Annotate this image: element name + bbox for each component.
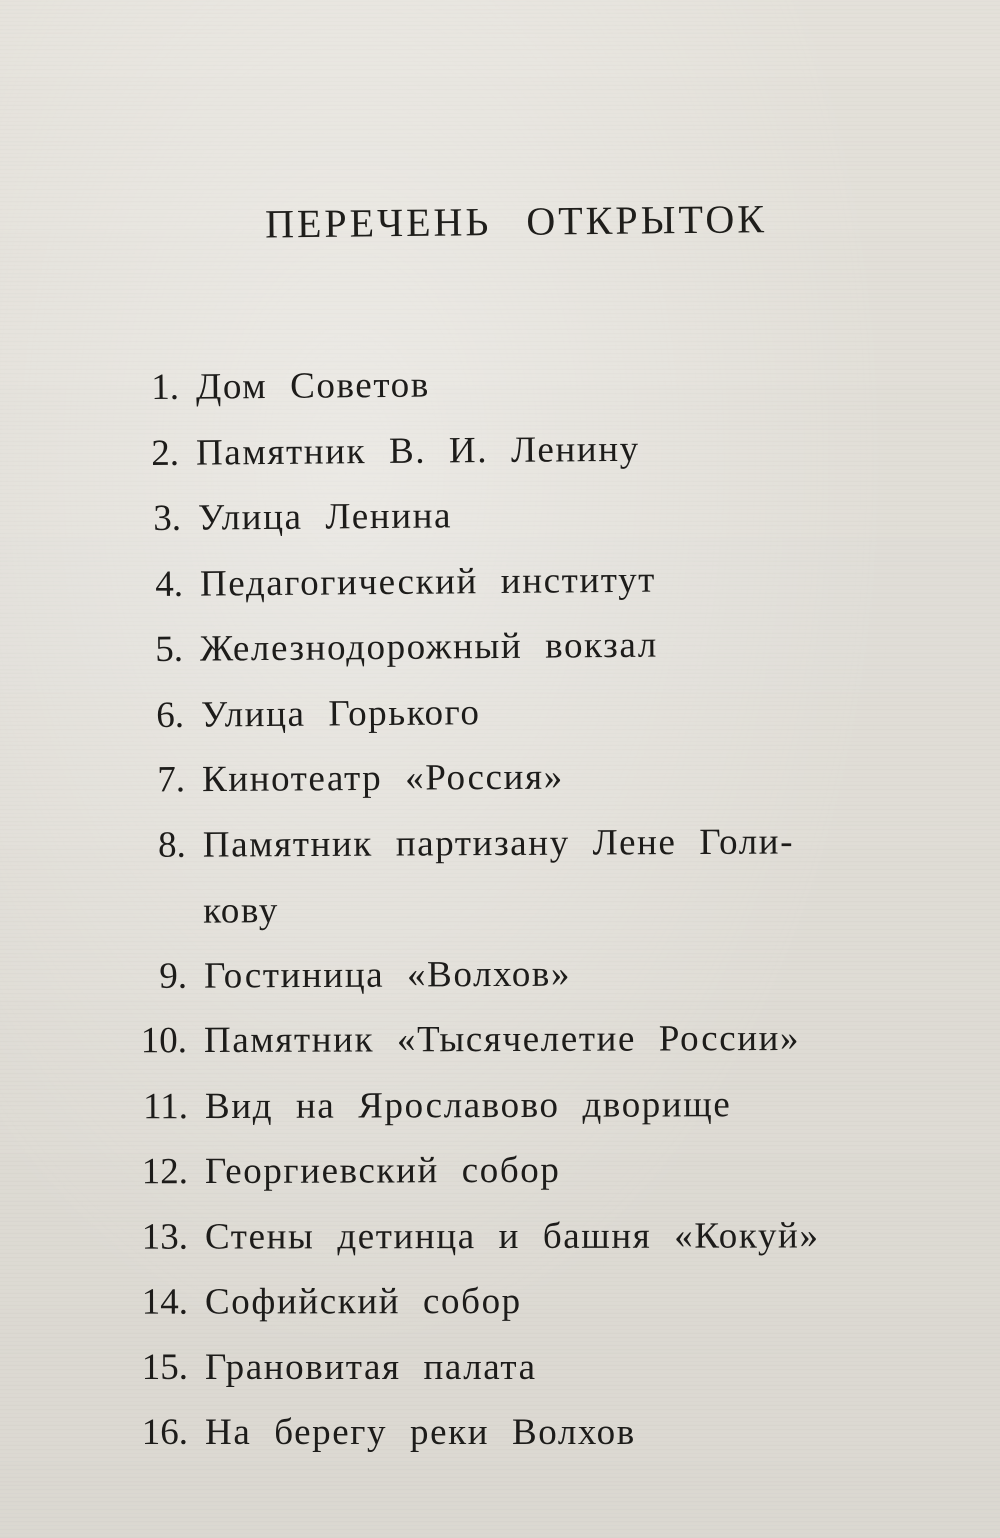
item-text: [203, 809, 795, 943]
list-item: [3, 808, 1000, 944]
item-number: 9.: [159, 955, 188, 997]
item-text: Памятник «Тысячелетие России»: [203, 1017, 801, 1062]
item-text: На берегу реки Волхов: [205, 1412, 636, 1453]
list-item: [5, 1136, 1000, 1205]
list-item: [4, 1005, 1000, 1074]
list-item: [0, 544, 1000, 618]
list-item: [5, 1071, 1000, 1140]
list-item: [0, 413, 996, 487]
item-number: 7.: [157, 759, 186, 801]
item-text: Дом Советов: [195, 364, 430, 408]
item-number: 13.: [141, 1216, 189, 1258]
list-item: [0, 610, 1000, 684]
item-number: 10.: [140, 1020, 188, 1062]
item-number: 2.: [151, 432, 180, 474]
item-text: Грановитая палата: [205, 1346, 537, 1388]
item-number: 4.: [155, 563, 184, 605]
list-item: [5, 1203, 1000, 1270]
item-text: Памятник В. И. Ленину: [195, 428, 640, 474]
list-item: [5, 1335, 1000, 1401]
item-text: Кинотеатр «Россия»: [201, 756, 564, 801]
item-text: Улица Горького: [200, 691, 481, 736]
item-number: 12.: [141, 1151, 189, 1193]
item-text-continuation: кову: [203, 889, 279, 931]
list-item: [1, 675, 1000, 749]
item-number: 16.: [141, 1412, 188, 1453]
item-text: Гостиница «Волхов»: [203, 953, 572, 997]
item-text: Вид на Ярославово дворище: [204, 1083, 732, 1127]
item-number: 15.: [141, 1346, 188, 1388]
item-text: Георгиевский собор: [204, 1149, 561, 1193]
postcard-list: [0, 352, 1000, 1466]
item-text: Железнодорожный вокзал: [199, 624, 658, 670]
item-number: 14.: [141, 1281, 189, 1323]
list-item: [5, 1400, 1000, 1466]
list-item: [0, 479, 998, 553]
item-text: Стены детинца и башня «Кокуй»: [204, 1214, 820, 1258]
item-number: 11.: [143, 1085, 189, 1127]
list-item: [2, 742, 1000, 814]
item-number: 1.: [151, 366, 180, 409]
item-number: 6.: [156, 694, 185, 736]
list-item: [0, 348, 996, 422]
item-number: 8.: [157, 824, 186, 866]
page-title: ПЕРЕЧЕНЬ ОТКРЫТОК: [264, 196, 768, 247]
item-text: Улица Ленина: [197, 495, 453, 539]
item-number: 3.: [153, 497, 182, 540]
list-item: [4, 939, 1000, 1010]
list-item: [5, 1268, 1000, 1335]
item-text: Софийский собор: [204, 1280, 522, 1323]
item-number: 5.: [155, 628, 184, 671]
item-text-line: Памятник партизану Лене Голи-: [202, 820, 795, 866]
item-text: Педагогический институт: [199, 559, 657, 605]
